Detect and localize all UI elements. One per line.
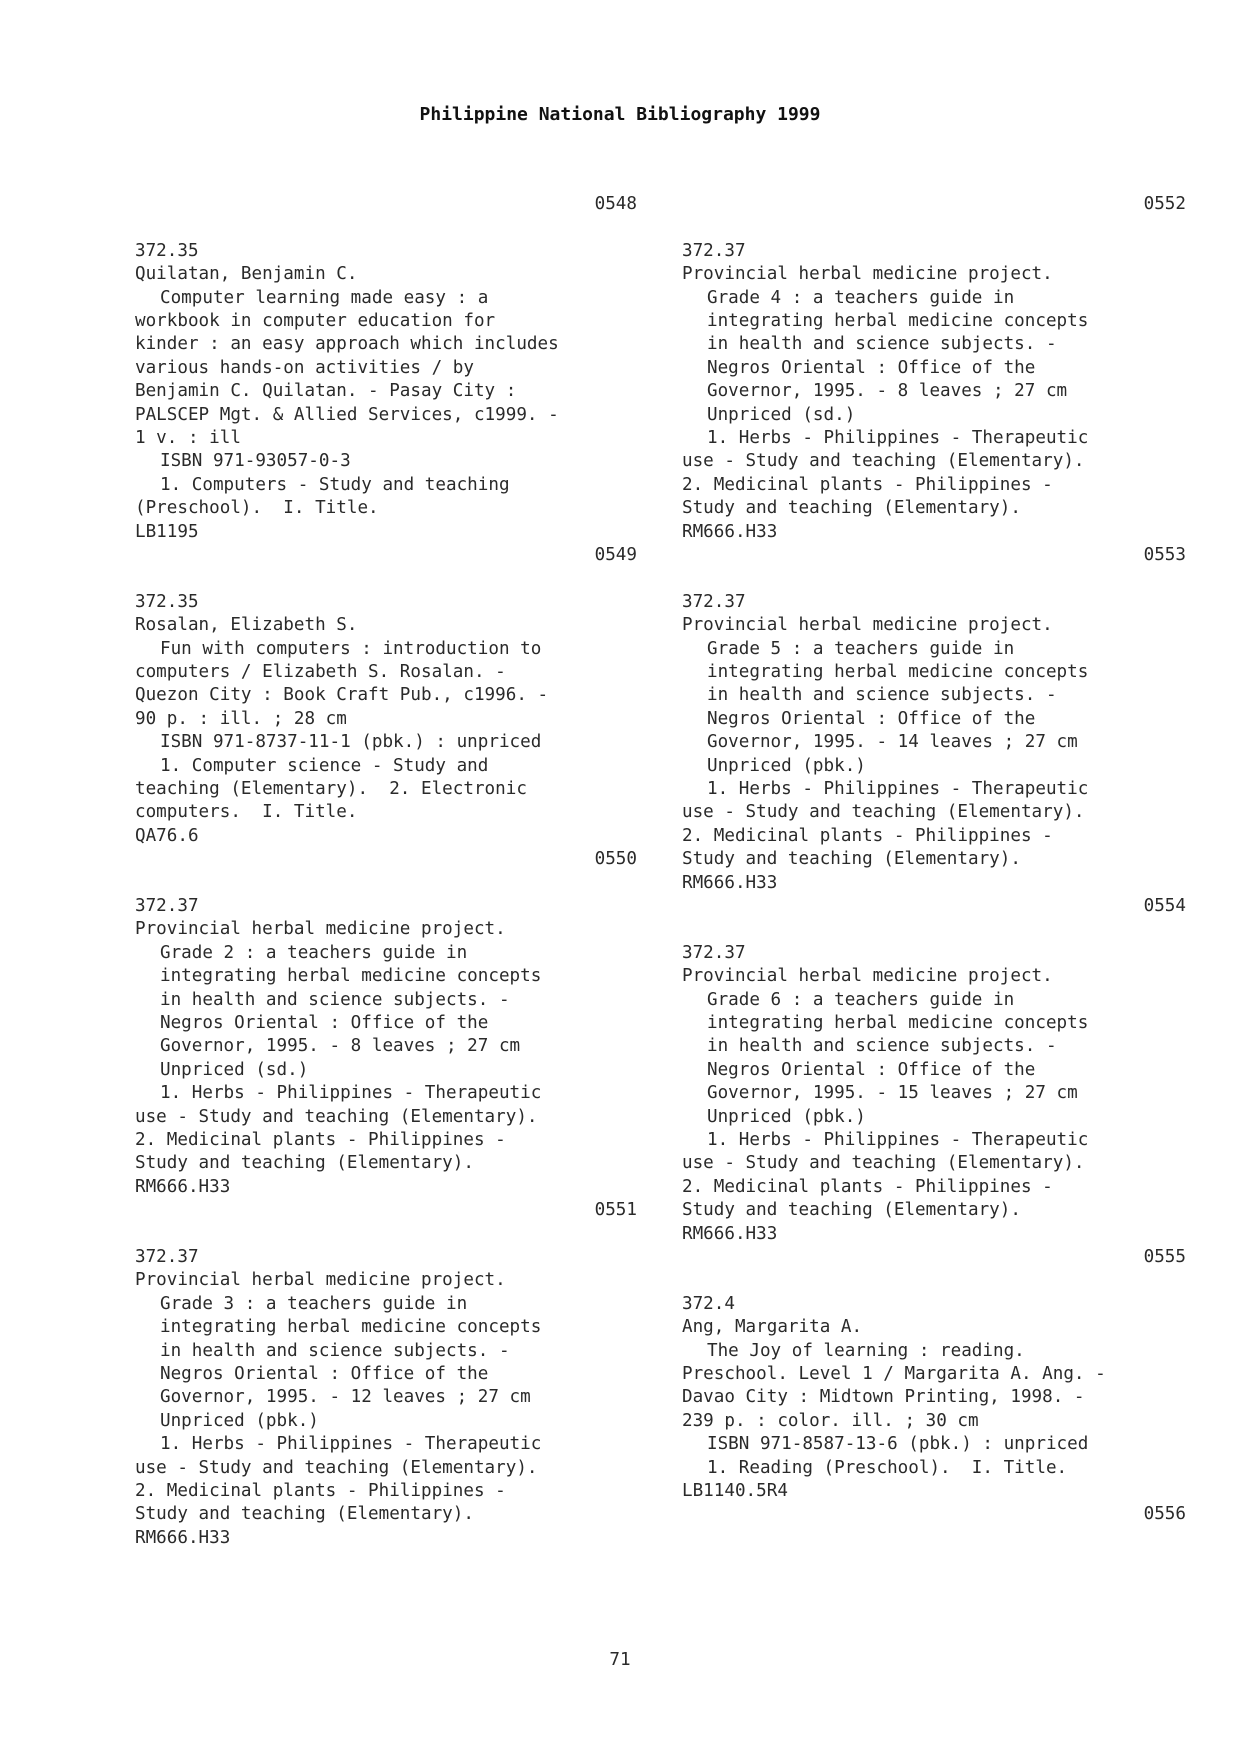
entry-text-indented: Fun with computers : introduction to <box>160 638 542 659</box>
entry-text-indented: Unpriced (pbk.) <box>160 1410 319 1431</box>
entry-text-indented: ISBN 971-93057-0-3 <box>160 451 351 472</box>
entry-text-indented: Unpriced (pbk.) <box>707 755 866 776</box>
entry-text: QA76.6 <box>135 825 199 846</box>
entry-text: LB1140.5R4 <box>682 1481 788 1501</box>
entry-text-indented: Grade 2 : a teachers guide in <box>160 942 468 963</box>
entry-text: 239 p. : color. ill. ; 30 cm <box>682 1410 979 1431</box>
entry-text-indented: Negros Oriental : Office of the <box>707 357 1036 378</box>
entry-text: RM666.H33 <box>682 872 778 893</box>
entry-text-indented: Computer learning made easy : a <box>160 287 489 308</box>
entry-text-indented: 1. Computers - Study and teaching <box>160 474 510 495</box>
entry-text-indented: integrating herbal medicine concepts <box>707 662 1089 682</box>
entry-text: computers / Elizabeth S. Rosalan. - <box>135 662 506 682</box>
entry-text: PALSCEP Mgt. & Allied Services, c1999. - <box>135 404 559 425</box>
entry-text: Provincial herbal medicine project. <box>135 1270 506 1291</box>
entry-text-indented: in health and science subjects. - <box>160 989 510 1010</box>
entry-text: 372.4 <box>682 1293 735 1314</box>
entry-text-indented: Negros Oriental : Office of the <box>707 1059 1036 1080</box>
entry-text-indented: integrating herbal medicine concepts <box>707 311 1089 331</box>
entry-number: 0549 <box>594 545 637 565</box>
entry-text: Study and teaching (Elementary). <box>135 1504 474 1525</box>
entry-text-indented: in health and science subjects. - <box>707 334 1057 355</box>
entry-number: 0548 <box>594 194 637 214</box>
entry-text-indented: 1. Herbs - Philippines - Therapeutic <box>160 1083 542 1104</box>
entry-text: use - Study and teaching (Elementary). <box>682 802 1085 823</box>
entry-text: use - Study and teaching (Elementary). <box>135 1457 538 1478</box>
entry-text: Study and teaching (Elementary). <box>682 498 1021 519</box>
entry-text: 372.35 <box>135 240 199 261</box>
page-title: Philippine National Bibliography 1999 <box>419 104 821 125</box>
entry-text: Provincial herbal medicine project. <box>135 919 506 940</box>
entry-text: use - Study and teaching (Elementary). <box>682 1153 1085 1174</box>
entry-text: 2. Medicinal plants - Philippines - <box>135 1130 506 1150</box>
entry-text: 372.37 <box>135 896 199 916</box>
entry-text-indented: 1. Herbs - Philippines - Therapeutic <box>707 1130 1089 1150</box>
entry-text: Study and teaching (Elementary). <box>135 1153 474 1174</box>
entry-number: 0555 <box>1143 1247 1186 1267</box>
entry-text: use - Study and teaching (Elementary). <box>135 1106 538 1127</box>
entry-text-indented: ISBN 971-8737-11-1 (pbk.) : unpriced <box>160 732 542 753</box>
entry-text: Davao City : Midtown Printing, 1998. - <box>682 1387 1085 1408</box>
entry-text: Rosalan, Elizabeth S. <box>135 615 358 636</box>
entry-text-indented: Unpriced (pbk.) <box>707 1106 866 1127</box>
entry-text-indented: in health and science subjects. - <box>707 1036 1057 1057</box>
entry-text-indented: Governor, 1995. - 14 leaves ; 27 cm <box>707 732 1078 753</box>
entry-text-indented: Grade 5 : a teachers guide in <box>707 638 1015 659</box>
entry-text: use - Study and teaching (Elementary). <box>682 451 1085 472</box>
entry-text: RM666.H33 <box>682 1223 778 1244</box>
entry-text-indented: 1. Herbs - Philippines - Therapeutic <box>160 1434 542 1455</box>
entry-text: RM666.H33 <box>135 1176 231 1197</box>
entry-text-indented: Negros Oriental : Office of the <box>707 708 1036 729</box>
page-number: 71 <box>609 1650 631 1670</box>
entry-text: 2. Medicinal plants - Philippines - <box>682 825 1053 846</box>
entry-text: (Preschool). I. Title. <box>135 498 379 519</box>
entry-text: 372.35 <box>135 591 199 612</box>
entry-text: Provincial herbal medicine project. <box>682 264 1053 285</box>
entry-text: Ang, Margarita A. <box>682 1317 863 1338</box>
entry-text-indented: Governor, 1995. - 12 leaves ; 27 cm <box>160 1387 531 1408</box>
entry-text-indented: Governor, 1995. - 15 leaves ; 27 cm <box>707 1083 1078 1104</box>
entry-text: computers. I. Title. <box>135 802 358 823</box>
entry-text: 1 v. : ill <box>135 428 241 448</box>
entry-text-indented: integrating herbal medicine concepts <box>160 966 542 987</box>
entry-text: various hands-on activities / by <box>135 357 474 378</box>
entry-text: 2. Medicinal plants - Philippines - <box>682 1176 1053 1197</box>
entry-text: 372.37 <box>135 1247 199 1267</box>
entry-text-indented: in health and science subjects. - <box>160 1340 510 1361</box>
entry-text: 372.37 <box>682 942 746 963</box>
entry-text-indented: Unpriced (sd.) <box>707 404 856 425</box>
entry-text: 372.37 <box>682 240 746 261</box>
entry-text: 2. Medicinal plants - Philippines - <box>682 474 1053 495</box>
entry-text: 90 p. : ill. ; 28 cm <box>135 708 347 729</box>
entry-number: 0553 <box>1143 545 1186 565</box>
entry-text: workbook in computer education for <box>135 311 496 331</box>
entry-text: Study and teaching (Elementary). <box>682 1200 1021 1221</box>
entry-text: Provincial herbal medicine project. <box>682 615 1053 636</box>
entry-text: 2. Medicinal plants - Philippines - <box>135 1481 506 1501</box>
entry-text-indented: Grade 3 : a teachers guide in <box>160 1293 468 1314</box>
entry-text: LB1195 <box>135 521 199 542</box>
entry-text-indented: Governor, 1995. - 8 leaves ; 27 cm <box>160 1036 521 1057</box>
entry-number: 0551 <box>594 1200 637 1221</box>
entry-text: 372.37 <box>682 591 746 612</box>
entry-text: Benjamin C. Quilatan. - Pasay City : <box>135 381 517 402</box>
entry-text-indented: Governor, 1995. - 8 leaves ; 27 cm <box>707 381 1068 402</box>
entry-number: 0552 <box>1143 194 1186 214</box>
entry-text: Quilatan, Benjamin C. <box>135 264 358 285</box>
entry-text: RM666.H33 <box>135 1527 231 1548</box>
entry-text: RM666.H33 <box>682 521 778 542</box>
entry-text: Quezon City : Book Craft Pub., c1996. - <box>135 685 549 706</box>
entry-text-indented: Negros Oriental : Office of the <box>160 1013 489 1033</box>
entry-text-indented: integrating herbal medicine concepts <box>160 1317 542 1338</box>
entry-text-indented: Unpriced (sd.) <box>160 1059 309 1080</box>
entry-text-indented: 1. Herbs - Philippines - Therapeutic <box>707 428 1089 448</box>
entry-text-indented: 1. Reading (Preschool). I. Title. <box>707 1457 1068 1478</box>
entry-text-indented: The Joy of learning : reading. <box>707 1340 1025 1361</box>
entry-text-indented: Negros Oriental : Office of the <box>160 1364 489 1384</box>
entry-text: Study and teaching (Elementary). <box>682 849 1021 870</box>
entry-text-indented: Grade 4 : a teachers guide in <box>707 287 1015 308</box>
entry-text: Provincial herbal medicine project. <box>682 966 1053 987</box>
entry-text-indented: 1. Herbs - Philippines - Therapeutic <box>707 779 1089 799</box>
entry-text-indented: in health and science subjects. - <box>707 685 1057 706</box>
entry-number: 0550 <box>594 849 637 870</box>
entry-text-indented: 1. Computer science - Study and <box>160 755 489 776</box>
entry-text: teaching (Elementary). 2. Electronic <box>135 779 527 799</box>
entry-text-indented: integrating herbal medicine concepts <box>707 1013 1089 1033</box>
entry-text: kinder : an easy approach which includes <box>135 334 559 355</box>
entry-text-indented: ISBN 971-8587-13-6 (pbk.) : unpriced <box>707 1434 1089 1455</box>
entry-number: 0554 <box>1143 896 1186 916</box>
entry-text-indented: Grade 6 : a teachers guide in <box>707 989 1015 1010</box>
entry-number: 0556 <box>1143 1504 1186 1525</box>
entry-text: Preschool. Level 1 / Margarita A. Ang. - <box>682 1364 1106 1384</box>
